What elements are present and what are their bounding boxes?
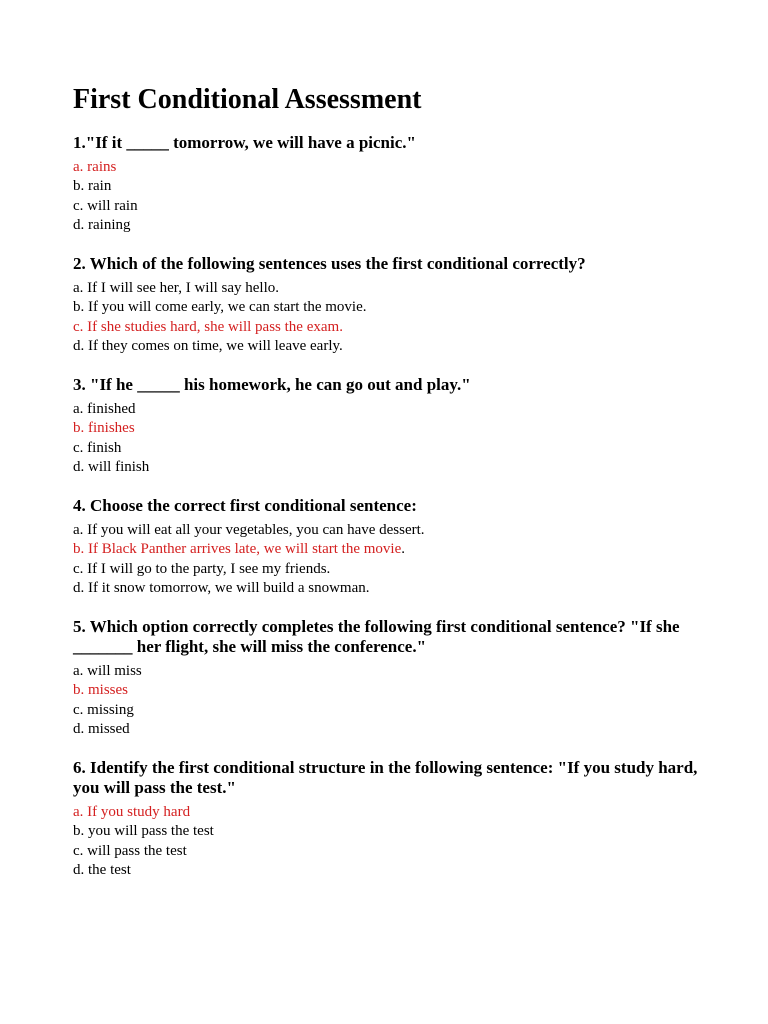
option-list <box>73 279 703 356</box>
option-prefix <box>73 459 88 475</box>
question-prompt: 2. Which of the following sentences uses the first conditional correctly? <box>73 254 586 273</box>
answer-option-correct <box>73 318 703 337</box>
option-suffix: . <box>401 541 405 558</box>
option-text: the test <box>88 861 131 878</box>
option-text: finished <box>87 401 136 417</box>
option-text: If it snow tomorrow, we will build a snowman. <box>88 579 370 596</box>
option-letter: a. <box>73 663 84 679</box>
option-list <box>73 521 703 598</box>
option-prefix <box>73 580 88 596</box>
answer-option <box>73 458 703 477</box>
option-prefix <box>73 522 87 538</box>
page-title: First Conditional Assessment <box>73 84 422 115</box>
question-prompt: 1."If it _____ tomorrow, we will have a picnic." <box>73 133 416 152</box>
option-letter: d. <box>73 579 85 596</box>
option-letter: c. <box>73 318 84 335</box>
answer-option <box>73 400 703 419</box>
option-text: missed <box>88 720 130 737</box>
option-letter: c. <box>73 842 84 859</box>
question-prompt: 5. Which option correctly completes the following first conditional sentence? "If she _______ her flight, she will miss the conference." <box>73 617 680 656</box>
option-letter: c. <box>73 197 84 214</box>
answer-option <box>73 560 703 579</box>
answer-option-correct <box>73 158 703 177</box>
option-prefix <box>73 401 87 417</box>
option-prefix <box>73 159 87 175</box>
option-prefix <box>73 420 88 436</box>
answer-option-correct <box>73 803 703 822</box>
option-text: If she studies hard, she will pass the exam. <box>87 318 343 335</box>
question-1 <box>73 133 703 235</box>
option-letter: a. <box>73 804 84 820</box>
option-text: rains <box>87 159 117 175</box>
option-prefix <box>73 862 88 878</box>
option-text: If you will eat all your vegetables, you can have dessert. <box>87 522 425 538</box>
option-letter: b. <box>73 823 85 840</box>
option-letter: d. <box>73 458 85 475</box>
answer-option <box>73 279 703 298</box>
option-text: will rain <box>87 197 138 214</box>
option-prefix <box>73 178 88 194</box>
option-letter: d. <box>73 216 85 233</box>
option-prefix <box>73 702 87 718</box>
question-prompt: 4. Choose the correct first conditional sentence: <box>73 496 417 515</box>
answer-option-correct <box>73 419 703 438</box>
option-text: If I will see her, I will say hello. <box>87 280 280 296</box>
answer-option <box>73 720 703 739</box>
answer-option <box>73 861 703 880</box>
question-6 <box>73 758 703 880</box>
option-letter: c. <box>73 701 84 718</box>
option-letter: b. <box>73 682 85 699</box>
option-letter: d. <box>73 861 85 878</box>
option-text: finish <box>87 439 122 456</box>
answer-option <box>73 439 703 458</box>
question-3 <box>73 375 703 477</box>
answer-option <box>73 701 703 720</box>
option-letter: a. <box>73 159 84 175</box>
option-prefix <box>73 338 88 354</box>
option-text: missing <box>87 701 134 718</box>
question-5 <box>73 617 703 739</box>
answer-option <box>73 216 703 235</box>
option-text: will pass the test <box>87 842 187 859</box>
question-prompt: 3. "If he _____ his homework, he can go out and play." <box>73 375 471 394</box>
option-letter: c. <box>73 560 84 577</box>
option-text: If you will come early, we can start the movie. <box>88 299 367 316</box>
option-letter: a. <box>73 401 84 417</box>
option-prefix <box>73 663 87 679</box>
option-prefix <box>73 217 88 233</box>
option-text: you will pass the test <box>88 823 214 840</box>
option-prefix <box>73 541 88 557</box>
answer-option <box>73 177 703 196</box>
option-text: misses <box>88 682 129 699</box>
answer-option-correct <box>73 681 703 700</box>
option-prefix <box>73 823 88 839</box>
option-text: will finish <box>88 458 150 475</box>
question-2 <box>73 254 703 356</box>
option-letter: a. <box>73 280 84 296</box>
option-prefix <box>73 198 87 214</box>
option-text: If they comes on time, we will leave early. <box>88 337 343 354</box>
option-text: If I will go to the party, I see my friends. <box>87 560 331 577</box>
option-letter: b. <box>73 178 85 195</box>
option-text: will miss <box>87 663 142 679</box>
option-text: raining <box>88 216 131 233</box>
question-4 <box>73 496 703 598</box>
answer-option <box>73 579 703 598</box>
option-prefix <box>73 299 88 315</box>
option-list <box>73 400 703 477</box>
option-prefix <box>73 804 87 820</box>
option-letter: a. <box>73 522 84 538</box>
option-text: If you study hard <box>87 804 191 820</box>
answer-option <box>73 662 703 681</box>
option-list <box>73 803 703 880</box>
option-prefix <box>73 440 87 456</box>
option-prefix <box>73 280 87 296</box>
option-letter: d. <box>73 720 85 737</box>
option-prefix <box>73 561 87 577</box>
option-text: If Black Panther arrives late, we will start the movie <box>88 541 402 558</box>
option-prefix <box>73 721 88 737</box>
answer-option <box>73 337 703 356</box>
option-letter: d. <box>73 337 85 354</box>
option-letter: b. <box>73 420 85 437</box>
answer-option <box>73 197 703 216</box>
option-text: rain <box>88 178 112 195</box>
answer-option <box>73 842 703 861</box>
answer-option <box>73 822 703 841</box>
option-list <box>73 662 703 739</box>
answer-option <box>73 521 703 540</box>
answer-option <box>73 298 703 317</box>
option-letter: b. <box>73 299 85 316</box>
question-prompt: 6. Identify the first conditional structure in the following sentence: "If you study hard, you will pass the test." <box>73 758 698 797</box>
option-list <box>73 158 703 235</box>
option-prefix <box>73 682 88 698</box>
option-letter: b. <box>73 541 85 558</box>
answer-option-correct <box>73 540 703 559</box>
option-text: finishes <box>88 420 135 437</box>
option-letter: c. <box>73 439 84 456</box>
option-prefix <box>73 319 87 335</box>
option-prefix <box>73 843 87 859</box>
